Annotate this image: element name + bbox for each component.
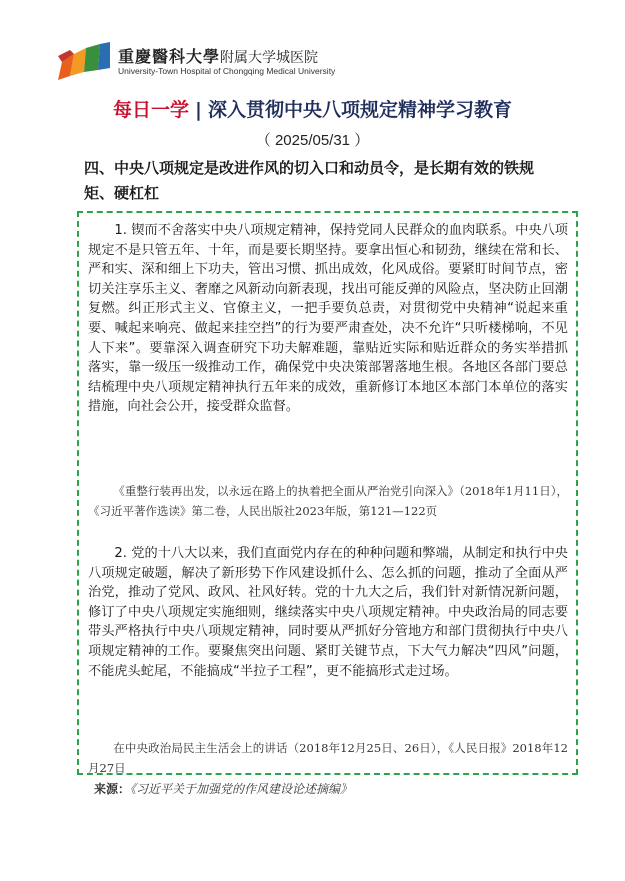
paragraph-1: 1. 锲而不舍落实中央八项规定精神，保持党同人民群众的血肉联系。中央八项规定不是只管五年、十年，而是要长期坚持。要拿出恒心和韧劲，继续在常和长、严和实、深和细上下功夫，管出习惯、抓出成效，化风成俗。要紧盯时间节点，密切关注享乐主义、奢靡之风新动向新表现，找出可能反弹的风险点，坚决防止回潮复燃。纠正形式主义、官僚主义，一把手要负总责，对贯彻党中央精神“说起来重要、喊起来响亮、做起来挂空挡”的行为要严肃查处，决不允许“只听楼梯响，不见人下来”。要靠深入调查研究下功夫解难题，靠贴近实际和贴近群众的务实举措抓落实，靠一级压一级推动工作，确保党中央决策部署落地生根。各地区各部门要总结梳理中央八项规定精神执行五年来的成效，重新修订本地区本部门本单位的落实措施，向社会公开，接受群众监督。 (88, 223, 568, 415)
citation-2: 在中央政治局民主生活会上的讲话（2018年12月25日、26日），《人民日报》2018年12月27日 (88, 741, 568, 775)
hospital-name-cn-sub: 附属大学城医院 (220, 50, 319, 66)
section-heading: 四、中央八项规定是改进作风的切入口和动员令，是长期有效的铁规矩、硬杠杠 (84, 159, 535, 202)
hospital-logo-icon (56, 40, 112, 82)
title-text: 深入贯彻中央八项规定精神学习教育 (207, 99, 512, 121)
source-label: 来源： (94, 782, 131, 796)
hospital-name-en: University-Town Hospital of Chongqing Medical University (118, 66, 336, 76)
hospital-name-cn-main: 重慶醫科大學 (118, 47, 221, 66)
hospital-header (56, 40, 536, 84)
hospital-name-cn (118, 44, 318, 67)
paragraph-2: 2. 党的十八大以来，我们直面党内存在的种种问题和弊端，从制定和执行中央八项规定破题，解决了新形势下作风建设抓什么、怎么抓的问题，推动了全面从严治党，推动了党风、政风、社风好转。党的十九大之后，我们针对新情况新问题，修订了中央八项规定实施细则，继续落实中央八项规定精神。中央政治局的同志要带头严格执行中央八项规定精神，同时要从严抓好分管地方和部门贯彻执行中央八项规定精神的工作。要聚焦突出问题、紧盯关键节点，下大气力解决“四风”问题，不能虎头蛇尾，不能搞成“半拉子工程”，更不能搞形式走过场。 (88, 546, 568, 679)
citation-1: 《重整行装再出发，以永远在路上的执着把全面从严治党引向深入》（2018年1月11日），《习近平著作选读》第二卷，人民出版社2023年版，第121—122页 (88, 484, 568, 518)
title-separator: | (195, 99, 202, 121)
publish-date: （ 2025/05/31 ） (255, 132, 370, 149)
content-box (77, 211, 578, 775)
source-line (94, 780, 352, 797)
title-brand: 每日一学 (113, 99, 190, 121)
page-title (0, 95, 625, 122)
source-value: 《习近平关于加强党的作风建设论述摘编》 (130, 782, 353, 796)
